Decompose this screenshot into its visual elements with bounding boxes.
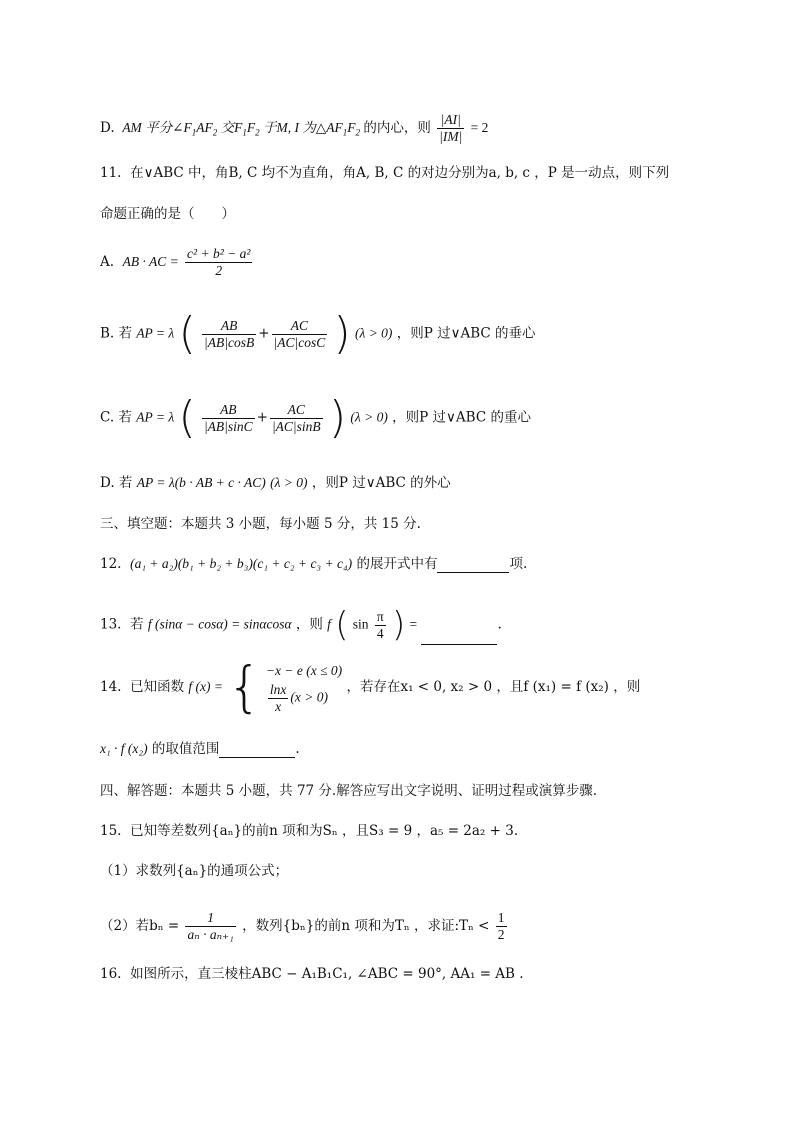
q10-d-text: AM 平分$\angle F_1AF_2$ 交$F_1F_2$ 于M, I 为$\triangle AF_1F_2$ bbox=[122, 120, 360, 138]
q15 bbox=[100, 822, 518, 840]
q13-pre: 若 bbox=[130, 616, 144, 633]
q11-b-tail: ，则P 过∨ABC 的垂心 bbox=[396, 325, 536, 342]
q14-tail: . bbox=[295, 741, 300, 757]
q11-d-tail: ，则P 过∨ABC 的外心 bbox=[311, 475, 451, 491]
q11-line1 bbox=[100, 164, 669, 182]
q11-b-frac1: $\frac{AB}{|AB|\cos B}$ bbox=[204, 317, 255, 350]
q12-text: 的展开式中有 bbox=[356, 556, 438, 572]
q11-d-expr: AP = λ(b · AB + c · AC) bbox=[136, 475, 266, 490]
q14-line2 bbox=[100, 740, 300, 758]
q13-expr: f (sinα − cosα) = sinαcosα bbox=[147, 616, 292, 632]
q11-b-paren-open: ( bbox=[178, 308, 196, 359]
q13-f: f bbox=[327, 616, 331, 632]
q15-p2-pre: （2）若bₙ = bbox=[100, 918, 180, 934]
q11-a-label: A. bbox=[100, 254, 115, 270]
q11-c-label: C. 若 bbox=[100, 409, 132, 426]
q12-answer-blank[interactable] bbox=[437, 558, 509, 573]
q11-stem-line2: 命题正确的是（ ） bbox=[100, 206, 235, 222]
q11-c-lhs: AP = λ bbox=[136, 409, 175, 425]
q14-case2: $\frac{\ln x}{x}$ (x > 0) bbox=[269, 682, 329, 714]
q11-c-paren-close: ) bbox=[328, 392, 347, 443]
q14-brace: { bbox=[227, 655, 262, 719]
q11-a-fraction: $\frac{\text{c² + b² − a²}}{2}$ bbox=[187, 246, 251, 278]
q14-case1: −x − e (x ≤ 0) bbox=[265, 663, 343, 678]
q12-number: 12. bbox=[100, 556, 122, 572]
q11-option-a bbox=[100, 246, 254, 279]
q16-number: 16. bbox=[100, 966, 122, 982]
q12 bbox=[100, 555, 527, 573]
q14-case2-fraction: $\frac{\ln x}{x}$ bbox=[269, 682, 287, 714]
q11-a-lhs: AB · AC = bbox=[122, 254, 179, 269]
q14 bbox=[100, 655, 641, 719]
q13-eq: = bbox=[409, 616, 418, 632]
q11-option-c: C. 若 AP = λ ( $\frac{AB}{|AB|\sin C}$ + $\frac{AC}{|AC|\sin B}$ ) (λ > 0) ，则P 过∨ABC 的重心 bbox=[100, 392, 531, 443]
q13 bbox=[100, 605, 502, 645]
q14-number: 14. bbox=[100, 679, 122, 695]
q11-d-label: D. 若 bbox=[100, 475, 133, 491]
q11-d-cond: (λ > 0) bbox=[270, 475, 308, 490]
q13-number: 13. bbox=[100, 616, 122, 633]
q11-stem-line1: 在∨ABC 中，角B, C 均不为直角，角A, B, C 的对边分别为a, b, c ，P 是一动点，则下列 bbox=[130, 165, 670, 181]
q11-c-cond: (λ > 0) bbox=[350, 409, 388, 425]
q13-paren-open: ( bbox=[335, 605, 349, 645]
q10-d-fraction: $\frac{|AI|}{|IM|}$ bbox=[439, 112, 463, 144]
q15-p2-mid: ，数列{bₙ}的前n 项和为Tₙ ，求证:Tₙ < bbox=[242, 918, 490, 934]
q15-p2-fraction: $\frac{1}{\text{aₙ · aₙ₊₁}}$ bbox=[187, 910, 234, 942]
q13-answer-blank[interactable] bbox=[421, 630, 497, 645]
section-4-heading: 四、解答题：本题共 5 小题，共 77 分.解答应写出文字说明、证明过程或演算步骤. bbox=[100, 783, 598, 799]
q11-option-d bbox=[100, 474, 451, 492]
q13-fraction: $\frac{\pi}{4}$ bbox=[376, 608, 384, 641]
q14-f: f (x) = bbox=[188, 679, 223, 694]
q11-c-frac1: $\frac{AB}{|AB|\sin C}$ bbox=[203, 401, 253, 434]
q14-pre: 已知函数 bbox=[130, 679, 185, 695]
q11-b-lhs: AP = λ bbox=[136, 325, 175, 341]
q11-b-paren-close: ) bbox=[333, 308, 351, 359]
q14-line2-expr: x₁ · f (x₂) bbox=[100, 741, 148, 756]
q13-mid: ，则 bbox=[295, 616, 323, 633]
q15-number: 15. bbox=[100, 823, 122, 839]
q15-text: 已知等差数列{aₙ}的前n 项和为Sₙ ，且S₃ = 9 ，a₅ = 2a₂ + 3. bbox=[130, 823, 519, 839]
q11-option-b: B. 若 AP = λ ( $\frac{AB}{|AB|\cos B}$ + $\frac{AC}{|AC|\cos C}$ ) (λ > 0) ，则P 过∨ABC 的垂心 bbox=[100, 308, 536, 359]
q15-p2-rhs-fraction: $\frac{1}{2}$ bbox=[497, 910, 505, 942]
q10-d-rhs: = 2 bbox=[470, 120, 489, 135]
q16-text: 如图所示，直三棱柱ABC − A₁B₁C₁, ∠ABC = 90°, AA₁ = AB . bbox=[130, 966, 524, 982]
q13-tail: . bbox=[497, 616, 502, 633]
q10-d-text-post: 的内心，则 bbox=[363, 120, 431, 136]
q10-d-label: D. bbox=[100, 120, 115, 136]
q15-part2 bbox=[100, 910, 509, 943]
q11-b-cond: (λ > 0) bbox=[354, 325, 393, 341]
q11-b-frac2: $\frac{AC}{|AC|\cos C}$ bbox=[273, 317, 326, 350]
q10-option-d bbox=[100, 112, 488, 145]
q11-number: 11. bbox=[100, 165, 122, 181]
q14-line2-text: 的取值范围 bbox=[151, 741, 220, 757]
q11-b-label: B. 若 bbox=[100, 325, 133, 342]
q13-sin: sin bbox=[352, 616, 369, 632]
q15-part1: （1）求数列{aₙ}的通项公式； bbox=[100, 863, 289, 879]
q11-c-tail: ，则P 过∨ABC 的重心 bbox=[392, 409, 531, 426]
section-3-heading: 三、填空题：本题共 3 小题，每小题 5 分，共 15 分. bbox=[100, 516, 421, 532]
q11-c-frac2: $\frac{AC}{|AC|\sin B}$ bbox=[271, 401, 321, 434]
q14-cases bbox=[266, 660, 342, 715]
q11-c-paren-open: ( bbox=[178, 392, 196, 443]
q12-tail: 项. bbox=[509, 556, 528, 572]
q13-paren-close: ) bbox=[391, 605, 406, 645]
q14-mid: ，若存在x₁ < 0, x₂ > 0 ，且f (x₁) = f (x₂) ，则 bbox=[346, 679, 641, 695]
q14-answer-blank[interactable] bbox=[219, 743, 295, 758]
q11-line2 bbox=[100, 205, 235, 223]
q16 bbox=[100, 965, 524, 983]
q12-expr: (a₁ + a₂)(b₁ + b₂ + b₃)(c₁ + c₂ + c₃ + c₄) bbox=[130, 556, 353, 571]
